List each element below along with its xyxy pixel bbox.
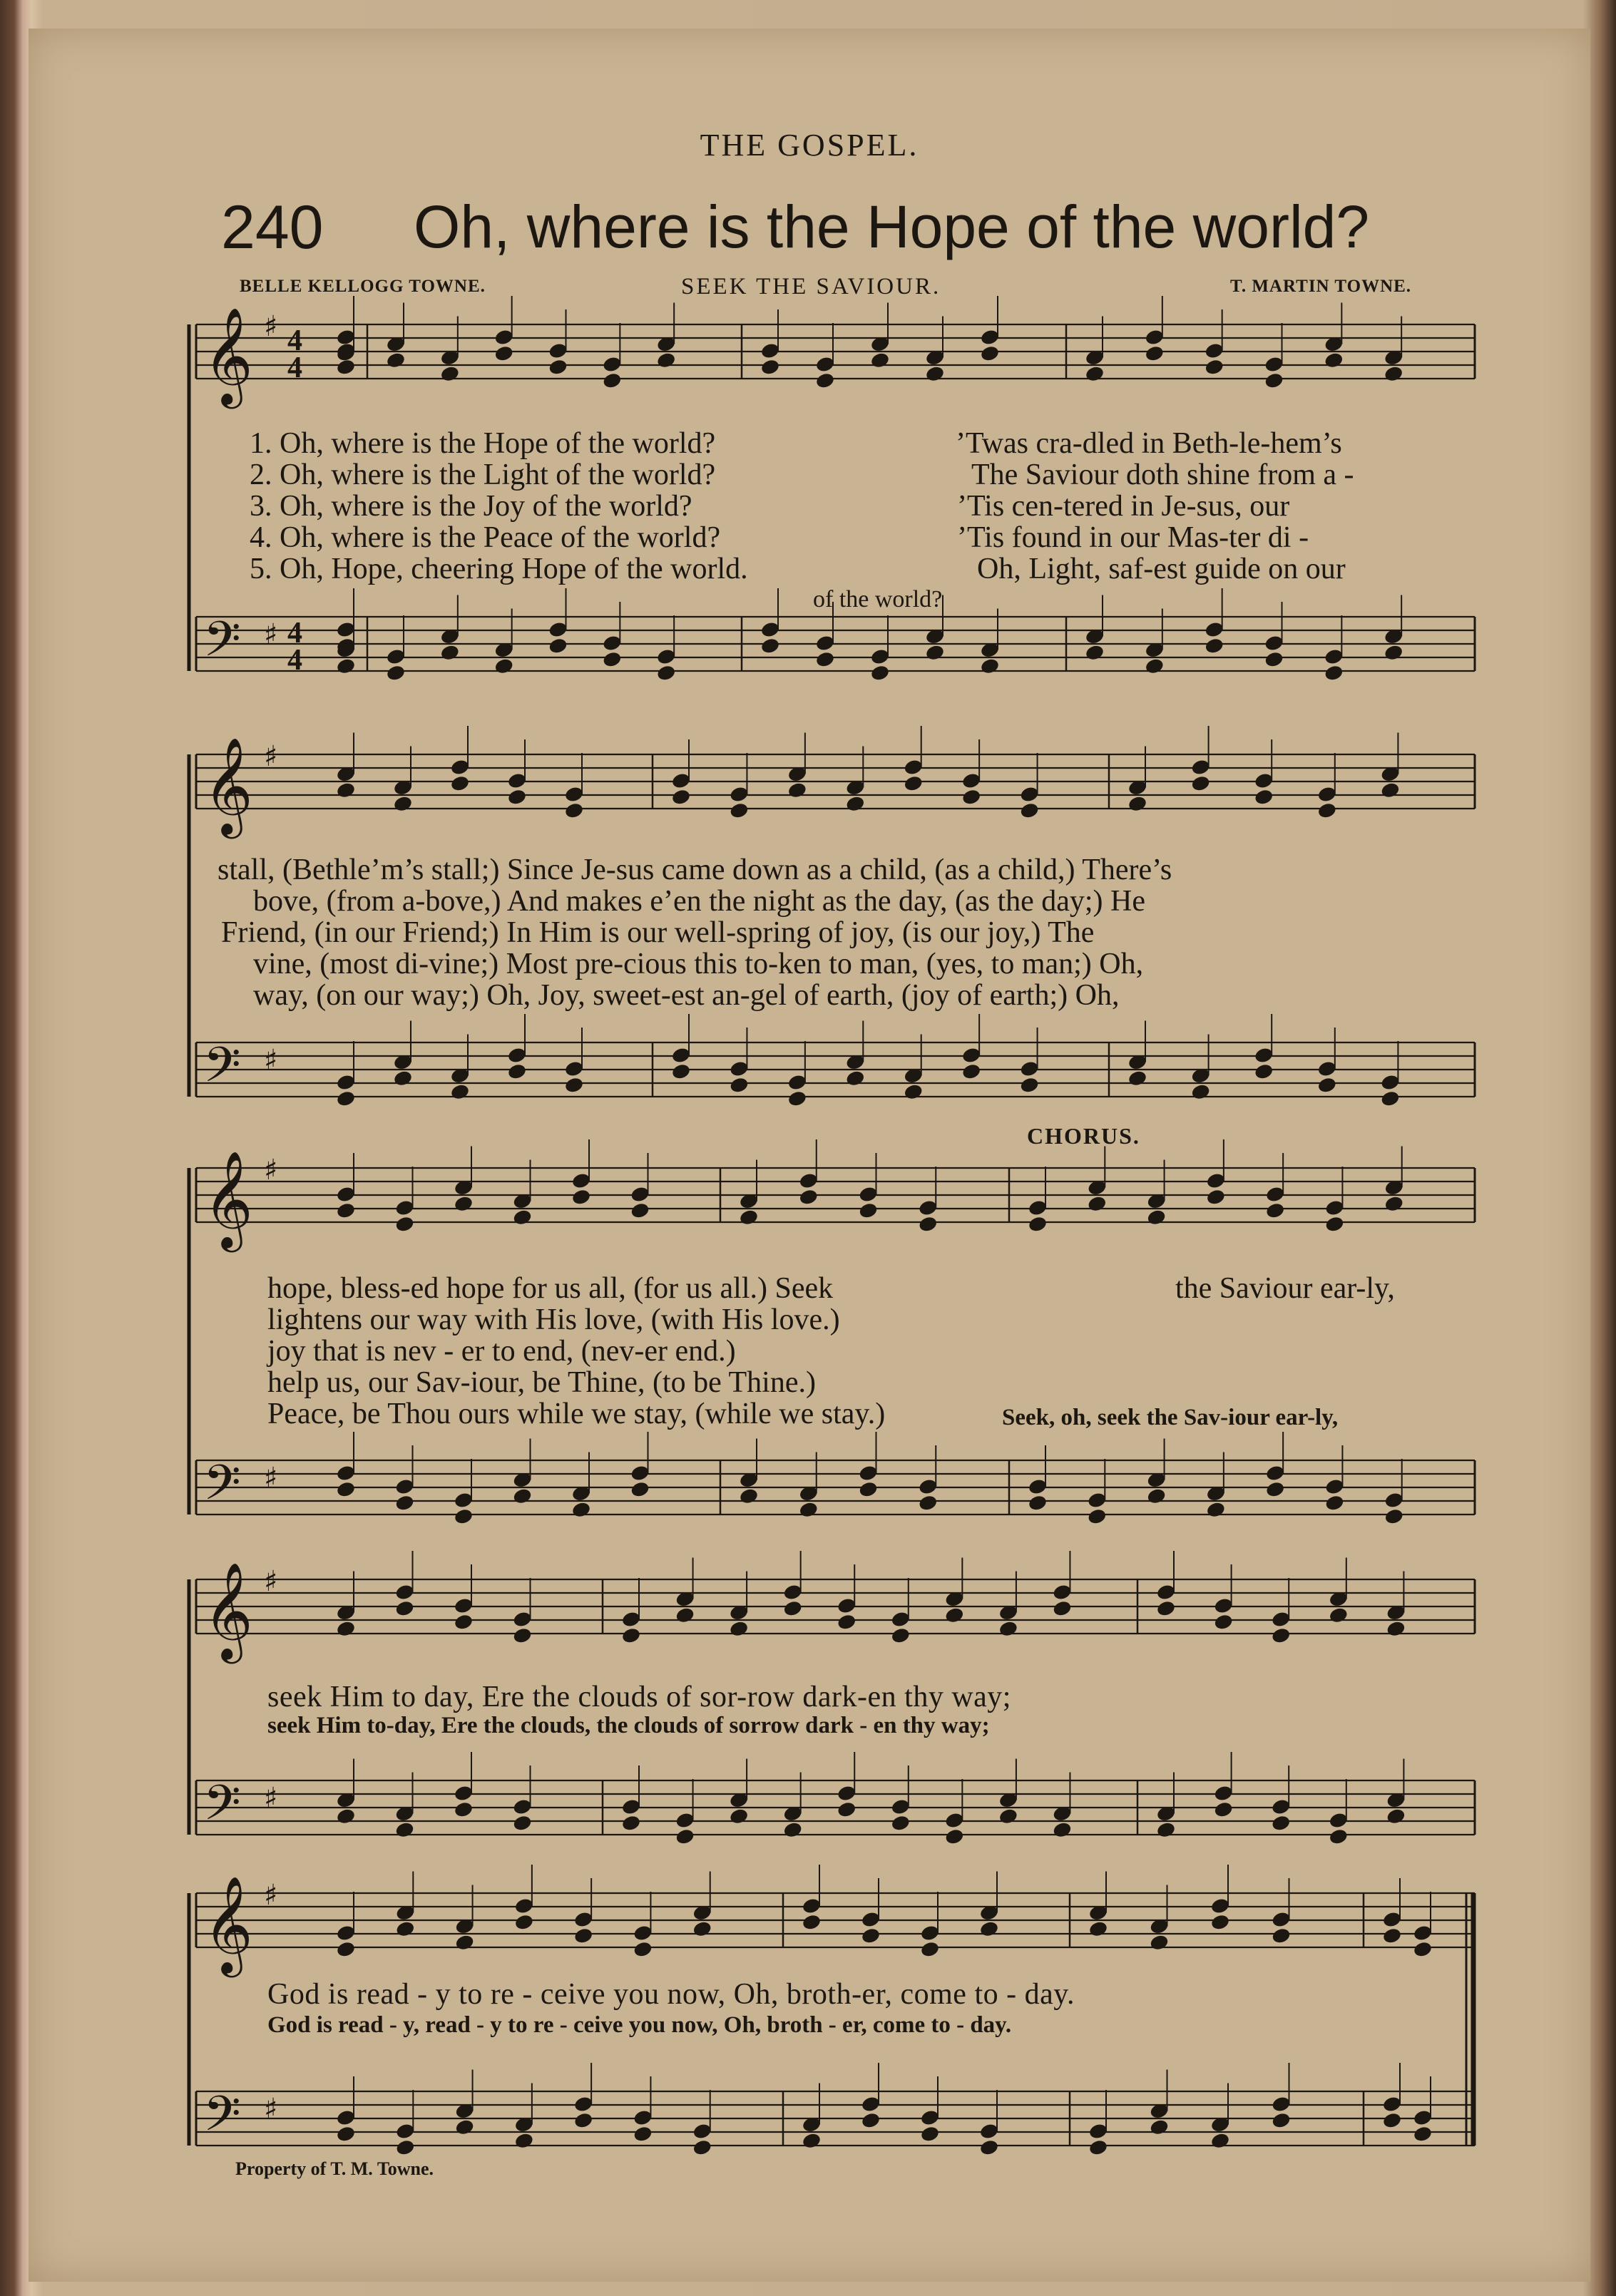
note-head [1382,1927,1403,1944]
note-head [861,2111,881,2129]
note-head [918,1215,939,1233]
time-signature: 4 [287,644,302,677]
bass-clef-icon: 𝄢 [203,1455,241,1523]
note-head [507,788,528,806]
note-head [1324,664,1344,682]
key-sharp-icon: ♯ [264,2093,278,2126]
hymn-number: 240 [221,193,324,262]
note-head [336,1940,357,1958]
note-head [336,1201,357,1219]
note-head [1206,1188,1227,1206]
note-head [394,1821,415,1839]
note-head [512,1626,533,1644]
note-head [633,1940,653,1958]
note-head [1324,1215,1345,1233]
note-head [630,1480,650,1498]
note-head [729,1808,750,1825]
note-head [621,1814,642,1832]
note-head [998,1620,1019,1638]
note-head [925,365,946,383]
key-sharp-icon: ♯ [264,618,278,651]
footer-property: Property of T. M. Towne. [235,2158,434,2179]
key-sharp-icon: ♯ [264,310,278,343]
note-head [548,358,568,376]
note-head [393,795,414,813]
verse-5-line-c: way, (on our way;) Oh, Joy, sweet-est an-gel of earth, (joy of earth;) Oh, [253,979,1120,1012]
note-head [1190,774,1211,792]
note-head [1206,1501,1227,1519]
note-head [336,1620,357,1638]
note-head [1265,1201,1286,1219]
note-head [336,657,357,675]
treble-clef-icon: 𝄞 [203,1561,253,1659]
note-head [507,1062,528,1080]
note-head [998,1808,1019,1825]
note-head [1088,1920,1109,1938]
chorus-line-1: the Saviour ear-ly, [1175,1272,1395,1305]
note-head [1146,1487,1167,1505]
note-head [386,352,406,369]
verse-3-line-d: joy that is nev - er to end, (nev-er end.) [267,1335,736,1368]
note-head [1052,1599,1073,1617]
bass-clef-icon: 𝄢 [203,2086,241,2154]
note-head [454,1195,474,1213]
note-head [1085,365,1105,383]
bass-clef-icon: 𝄢 [203,1775,241,1843]
note-head [336,781,357,799]
note-head [1149,1934,1170,1952]
note-head [1384,1507,1404,1525]
tune-name: SEEK THE SAVIOUR. [681,274,941,299]
note-head [920,2125,941,2143]
note-head [512,1209,533,1226]
note-head [1149,2118,1170,2136]
note-head [602,650,623,668]
verse-5-line-b: Oh, Light, saf-est guide on our [977,553,1346,585]
bass-clef-icon: 𝄢 [203,1037,241,1105]
note-head [571,1188,592,1206]
note-head [439,365,460,383]
key-sharp-icon: ♯ [264,740,278,773]
note-head [1019,1076,1040,1094]
verse-2-line-b: The Saviour doth shine from a - [971,458,1354,491]
note-head [870,664,891,682]
note-head [692,1920,712,1938]
note-head [1087,1195,1108,1213]
note-head [1254,1062,1274,1080]
note-head [903,774,924,792]
note-head [1384,365,1404,383]
note-head [1052,1821,1073,1839]
note-head [1264,371,1284,389]
note-head [548,637,568,655]
note-head [512,1487,533,1505]
note-head [961,1062,982,1080]
note-head [675,1828,695,1845]
time-signature: 4 [287,324,302,357]
note-head [870,352,891,369]
note-head [1213,1613,1234,1631]
author-credit: BELLE KELLOGG TOWNE. [240,277,486,296]
note-head [454,2118,475,2136]
note-head [514,2132,535,2150]
composer-credit: T. MARTIN TOWNE. [1230,277,1412,296]
treble-clef-icon: 𝄞 [203,306,253,404]
note-head [439,644,460,662]
note-head [1413,1940,1433,1958]
note-head [845,795,866,813]
note-head [393,1070,414,1087]
treble-clef-icon: 𝄞 [203,1875,253,1973]
note-head [633,2125,653,2143]
note-head [845,1070,866,1087]
note-head [564,801,585,819]
note-head [918,1494,939,1512]
note-head [782,1599,803,1617]
note-head [656,664,677,682]
note-head [336,358,357,376]
note-head [1386,1620,1406,1638]
note-head [671,788,692,806]
note-head [450,774,471,792]
note-head [979,2138,1000,2156]
verse-2-line-c: bove, (from a-bove,) And makes e’en the night as the day, (as the day;) He [253,885,1146,918]
note-head [858,1480,879,1498]
verse-5-line-d: Peace, be Thou ours while we stay, (while we stay.) [267,1398,886,1430]
note-head [925,644,946,662]
note-head [454,1800,474,1818]
note-head [1382,2111,1403,2129]
verse-4-line-d: help us, our Sav-iour, be Thine, (to be Thine.) [267,1366,816,1399]
verse-3-line-c: Friend, (in our Friend;) In Him is our well-spring of joy, (is our joy,) The [221,916,1095,949]
verse-1-line-d: hope, bless-ed hope for us all, (for us all.) Seek [267,1272,834,1305]
note-head [1088,2138,1109,2156]
section-header: THE GOSPEL. [700,128,919,163]
note-head [514,1913,535,1931]
note-head [394,1215,415,1233]
note-head [1144,344,1165,362]
note-head [386,664,406,682]
note-head [512,1814,533,1832]
note-head [336,1480,357,1498]
note-head [1386,1808,1406,1825]
bass-echo-1: of the world? [813,586,943,613]
note-head [336,1808,357,1825]
verse-5-line-a: 5. Oh, Hope, cheering Hope of the world. [250,553,748,585]
note-head [656,352,677,369]
bass-clef-icon: 𝄢 [203,612,241,680]
note-head [692,2138,712,2156]
note-head [944,1606,965,1624]
note-head [454,1507,474,1525]
note-head [802,1913,822,1931]
verse-1-line-b: ’Twas cra-dled in Beth-le-hem’s [956,427,1342,460]
note-head [573,1927,594,1944]
time-signature: 4 [287,617,302,650]
note-head [1324,1494,1345,1512]
note-head [573,2111,594,2129]
key-sharp-icon: ♯ [264,1154,278,1187]
note-head [815,650,836,668]
note-head [395,1920,416,1938]
note-head [494,344,514,362]
note-head [1264,650,1284,668]
note-head [890,1814,911,1832]
note-head [903,1083,924,1101]
note-head [571,1501,592,1519]
note-head [336,1090,357,1107]
key-sharp-icon: ♯ [264,1462,278,1495]
note-head [1271,1814,1292,1832]
note-head [1204,358,1224,376]
treble-clef-icon: 𝄞 [203,736,253,834]
note-head [760,358,781,376]
note-head [858,1201,879,1219]
note-head [1127,795,1148,813]
note-head [760,637,781,655]
note-head [494,657,514,675]
verse-3-line-b: ’Tis cen-tered in Je-sus, our [957,490,1290,523]
treble-clef-icon: 𝄞 [203,1149,253,1248]
note-head [1028,1215,1048,1233]
note-head [454,1613,474,1631]
note-head [798,1188,819,1206]
note-head [1380,1090,1401,1107]
note-head [1146,1209,1167,1226]
note-head [1271,2111,1292,2129]
note-head [802,2132,822,2150]
note-head [1210,1913,1231,1931]
note-head [1190,1083,1211,1101]
note-head [1328,1828,1349,1845]
note-head [1156,1599,1177,1617]
note-head [739,1209,760,1226]
key-sharp-icon: ♯ [264,1044,278,1077]
note-head [1316,801,1337,819]
note-head [1210,2132,1231,2150]
verse-4-line-b: ’Tis found in our Mas-ter di - [957,521,1309,554]
key-sharp-icon: ♯ [264,1782,278,1815]
note-head [837,1800,857,1818]
key-sharp-icon: ♯ [264,1879,278,1912]
note-head [1384,1195,1404,1213]
verse-2-line-a: 2. Oh, where is the Light of the world? [250,458,716,491]
note-head [1028,1494,1048,1512]
note-head [564,1076,585,1094]
note-head [1324,352,1344,369]
note-head [782,1821,803,1839]
note-head [1271,1626,1292,1644]
note-head [980,344,1001,362]
note-head [394,1599,415,1617]
note-head [1156,1821,1177,1839]
note-head [1254,788,1274,806]
note-head [671,1062,692,1080]
note-head [837,1613,857,1631]
chorus-line-2: seek Him to day, Ere the clouds of sor-row dark-en thy way; [267,1681,1011,1713]
note-head [1213,1800,1234,1818]
note-head [1127,1070,1148,1087]
note-head [1380,781,1401,799]
verse-1-line-c: stall, (Bethle’m’s stall;) Since Je-sus came down as a child, (as a child,) There’s [218,854,1172,886]
note-head [395,2138,416,2156]
note-head [1085,644,1105,662]
note-head [739,1487,760,1505]
chorus-label: CHORUS. [1027,1123,1140,1149]
note-head [1019,801,1040,819]
note-head [630,1201,650,1219]
note-head [1328,1606,1349,1624]
note-head [1413,2125,1433,2143]
note-head [1384,644,1404,662]
note-head [1204,637,1224,655]
verse-2-line-d: lightens our way with His love, (with His love.) [267,1303,840,1336]
note-head [621,1626,642,1644]
time-signature: 4 [287,352,302,384]
verse-4-line-a: 4. Oh, where is the Peace of the world? [250,521,721,554]
verse-1-line-a: 1. Oh, where is the Hope of the world? [250,427,716,460]
note-head [787,1090,808,1107]
verse-3-line-a: 3. Oh, where is the Joy of the world? [250,490,692,523]
note-head [980,657,1001,675]
note-head [729,801,750,819]
key-sharp-icon: ♯ [264,1565,278,1598]
hymn-title: Oh, where is the Hope of the world? [414,193,1370,260]
note-head [861,1927,881,1944]
chorus-line-3: God is read - y to re - ceive you now, Oh, broth-er, come to - day. [267,1978,1075,2011]
note-head [815,371,836,389]
chorus-bass-line-3: God is read - y, read - y to re - ceive you now, Oh, broth - er, come to - day. [267,2012,1012,2038]
note-head [961,788,982,806]
note-head [394,1494,415,1512]
note-head [798,1501,819,1519]
note-head [1087,1507,1108,1525]
note-head [454,1934,475,1952]
note-head [1271,1927,1292,1944]
note-head [729,1076,750,1094]
verse-4-line-c: vine, (most di-vine;) Most pre-cious this to-ken to man, (yes, to man;) Oh, [253,948,1144,980]
note-head [890,1626,911,1644]
note-head [979,1920,1000,1938]
note-head [1265,1480,1286,1498]
note-head [729,1620,750,1638]
chorus-bass-line-1: Seek, oh, seek the Sav-iour ear-ly, [1002,1405,1339,1430]
note-head [1144,657,1165,675]
note-head [602,371,623,389]
note-head [450,1083,471,1101]
note-head [336,2125,357,2143]
note-head [920,1940,941,1958]
note-head [944,1828,965,1845]
chorus-bass-line-2: seek Him to-day, Ere the clouds, the clouds of sorrow dark - en thy way; [267,1713,990,1738]
note-head [675,1606,695,1624]
note-head [1316,1076,1337,1094]
note-head [787,781,808,799]
